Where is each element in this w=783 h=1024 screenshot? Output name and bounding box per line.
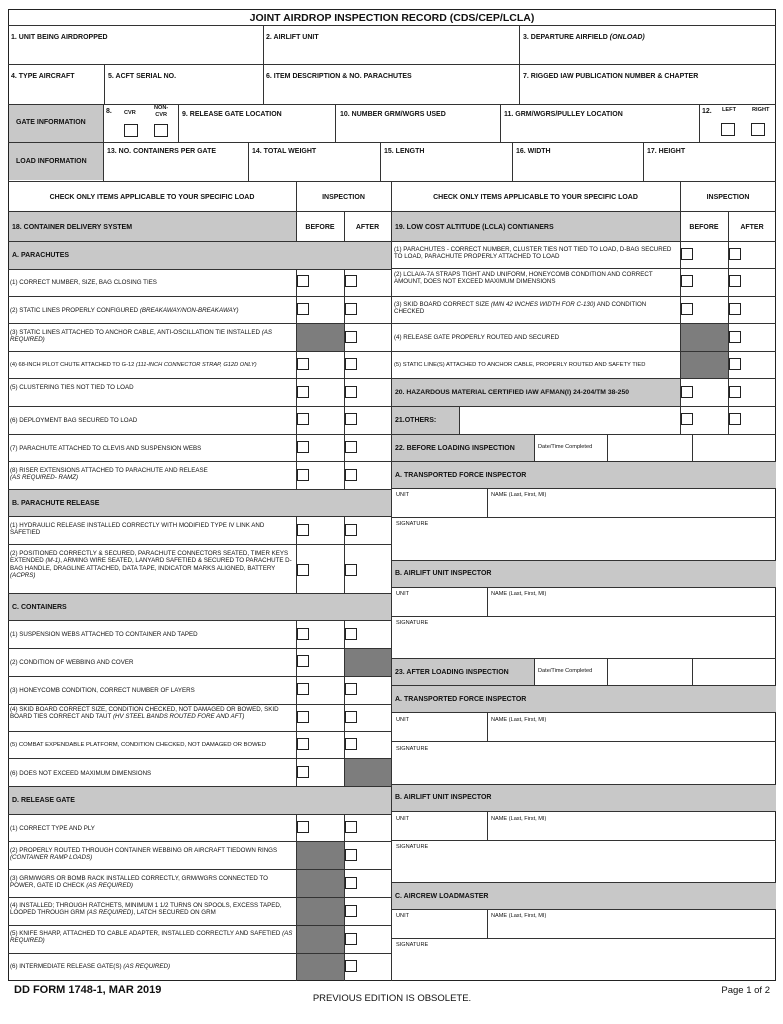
section-b-title: B. PARACHUTE RELEASE	[12, 500, 100, 507]
right-label: RIGHT	[752, 107, 770, 113]
d5-before-shaded	[297, 926, 344, 953]
r2-before[interactable]	[681, 275, 693, 287]
item-d4	[10, 902, 296, 917]
section-21-title: 21.OTHERS:	[395, 417, 437, 424]
b2-after[interactable]	[345, 564, 357, 576]
s22-datetime-label: Date/Time Completed	[538, 444, 593, 450]
b2-text: (2) POSITIONED CORRECTLY & SECURED, PARACHUTE CONNECTORS SEATED, TIMER KEYS EXTENDED	[10, 550, 289, 565]
c1-before[interactable]	[297, 628, 309, 640]
section-18-title: 18. CONTAINER DELIVERY SYSTEM	[12, 224, 133, 231]
item-d2	[10, 847, 294, 862]
section-d-title: D. RELEASE GATE	[12, 797, 75, 804]
item-r5: (5) STATIC LINE(S) ATTACHED TO ANCHOR CABLE, PROPERLY ROUTED AND SAFETY TIED	[394, 362, 646, 368]
a4-text: (4) 68-INCH PILOT CHUTE ATTACHED TO G-12	[10, 362, 135, 368]
a3-after[interactable]	[345, 331, 357, 343]
b2-before[interactable]	[297, 564, 309, 576]
a5-after[interactable]	[345, 386, 357, 398]
unit-airdropped-label: 1. UNIT BEING AIRDROPPED	[11, 34, 108, 41]
c2-before[interactable]	[297, 655, 309, 667]
a6-after[interactable]	[345, 413, 357, 425]
acft-serial-label: 5. ACFT SERIAL NO.	[108, 73, 177, 80]
d3-text: (3) GRM/WGRS OR BOMB RACK INSTALLED CORRECTLY, GRM/WGRS CONNECTED TO POWER, GATE ID CHECK	[10, 875, 268, 890]
a8-before[interactable]	[297, 469, 309, 481]
b1-before[interactable]	[297, 524, 309, 536]
s23-datetime-input[interactable]	[608, 659, 692, 685]
left-label: LEFT	[722, 107, 736, 113]
item-d1: (1) CORRECT TYPE AND PLY	[10, 825, 95, 832]
section-a-title: A. PARACHUTES	[12, 252, 70, 259]
gate-info-label: GATE INFORMATION	[16, 119, 86, 126]
s21-before[interactable]	[681, 413, 693, 425]
s22-au-title: B. AIRLIFT UNIT INSPECTOR	[395, 570, 492, 577]
type-aircraft-label: 4. TYPE AIRCRAFT	[11, 73, 75, 80]
previous-edition-note: PREVIOUS EDITION IS OBSOLETE.	[312, 993, 472, 1004]
c4-note: (HV STEEL BANDS ROUTED FORE AND AFT)	[112, 713, 245, 721]
a4-before[interactable]	[297, 358, 309, 370]
r1-after[interactable]	[729, 248, 741, 260]
section-19-title: 19. LOW COST ALTITUDE (LCLA) CONTIANERS	[395, 224, 554, 231]
c6-after-shaded	[345, 759, 391, 786]
s23-au-signature-label: SIGNATURE	[396, 844, 429, 850]
departure-airfield-label	[523, 33, 645, 42]
d2-before-shaded	[297, 842, 344, 869]
item-r1: (1) PARACHUTES - CORRECT NUMBER, CLUSTER TIES NOT TIED TO LOAD, D-BAG SECURED TO LOAD, PARACHUTE PROPERLY ATTACHED TO LOAD	[394, 246, 672, 261]
field-8-label: 8.	[106, 108, 112, 115]
before-label-right: BEFORE	[689, 224, 719, 231]
s22-au-signature-label: SIGNATURE	[396, 620, 429, 626]
d2-after[interactable]	[345, 849, 357, 861]
a4-after[interactable]	[345, 358, 357, 370]
section-22-title: 22. BEFORE LOADING INSPECTION	[395, 445, 515, 452]
d6-after[interactable]	[345, 960, 357, 972]
c5-after[interactable]	[345, 738, 357, 750]
item-a4	[10, 362, 296, 369]
item-a8	[10, 467, 294, 482]
cvr-checkbox[interactable]	[124, 124, 138, 137]
after-label-right: AFTER	[740, 224, 764, 231]
a2-note: (BREAKAWAY/NON-BREAKAWAY)	[139, 307, 239, 314]
s23-datetime-label: Date/Time Completed	[538, 668, 593, 674]
inspection-left: INSPECTION	[322, 194, 365, 201]
r5-after[interactable]	[729, 358, 741, 370]
release-gate-location-label: 9. RELEASE GATE LOCATION	[182, 111, 282, 118]
form-title: JOINT AIRDROP INSPECTION RECORD (CDS/CEP/LCLA)	[249, 12, 535, 24]
s22-au-name-label: NAME (Last, First, MI)	[491, 591, 547, 597]
d4-note: (AS REQUIRED)	[86, 909, 134, 917]
number-grm-label: 10. NUMBER GRM/WGRS USED	[340, 111, 446, 118]
a6-before[interactable]	[297, 413, 309, 425]
item-a7: (7) PARACHUTE ATTACHED TO CLEVIS AND SUSPENSION WEBS	[10, 445, 202, 452]
d4-after[interactable]	[345, 905, 357, 917]
s23-tf-title: A. TRANSPORTED FORCE INSPECTOR	[395, 696, 527, 703]
a1-before[interactable]	[297, 275, 309, 287]
s23-tf-unit-label: UNIT	[396, 717, 410, 723]
r3-before[interactable]	[681, 303, 693, 315]
s23-cl-unit-label: UNIT	[396, 913, 410, 919]
load-info-label: LOAD INFORMATION	[16, 158, 87, 165]
d3-after[interactable]	[345, 877, 357, 889]
b2-note-2: (ACPRS)	[10, 572, 36, 580]
s22-tf-signature-label: SIGNATURE	[396, 521, 429, 527]
length-label: 15. LENGTH	[384, 148, 425, 155]
d3-before-shaded	[297, 870, 344, 897]
s22-tf-title: A. TRANSPORTED FORCE INSPECTOR	[395, 472, 527, 479]
s23-tf-signature-label: SIGNATURE	[396, 746, 429, 752]
item-a5: (5) CLUSTERING TIES NOT TIED TO LOAD	[10, 384, 134, 391]
c5-before[interactable]	[297, 738, 309, 750]
a2-after[interactable]	[345, 303, 357, 315]
b1-after[interactable]	[345, 524, 357, 536]
c4-before[interactable]	[297, 711, 309, 723]
d2-text: (2) PROPERLY ROUTED THROUGH CONTAINER WEBBING OR AIRCRAFT TIEDOWN RINGS	[10, 847, 278, 854]
item-b1: (1) HYDRAULIC RELEASE INSTALLED CORRECTLY WITH MODIFIED TYPE IV LINK AND SAFETIED	[10, 522, 265, 537]
item-c1: (1) SUSPENSION WEBS ATTACHED TO CONTAINER AND TAPED	[10, 631, 198, 638]
d5-note: (AS REQUIRED)	[10, 930, 293, 945]
r2-after[interactable]	[729, 275, 741, 287]
d2-note: (CONTAINER RAMP LOADS)	[10, 854, 93, 862]
right-checkbox[interactable]	[751, 123, 765, 136]
d6-before-shaded	[297, 954, 344, 980]
item-c4	[10, 706, 294, 721]
inspection-right: INSPECTION	[706, 194, 750, 201]
r4-before-shaded	[681, 324, 728, 351]
a8-note: (AS REQUIRED- RAMZ)	[10, 474, 79, 482]
c6-before[interactable]	[297, 766, 309, 778]
a1-after[interactable]	[345, 275, 357, 287]
s23-cl-name-label: NAME (Last, First, MI)	[491, 913, 547, 919]
others-input[interactable]	[460, 407, 680, 434]
r1-before[interactable]	[681, 248, 693, 260]
item-description-label: 6. ITEM DESCRIPTION & NO. PARACHUTES	[266, 73, 412, 80]
d5-after[interactable]	[345, 933, 357, 945]
r3-note: (MIN 42 INCHES WIDTH FOR C-130)	[490, 301, 596, 308]
item-a1: (1) CORRECT NUMBER, SIZE, BAG CLOSING TIES	[10, 279, 157, 286]
s23-cl-title: C. AIRCREW LOADMASTER	[395, 893, 489, 900]
a3-note: (AS REQUIRED)	[10, 329, 273, 344]
section-20-title: 20. HAZARDOUS MATERIAL CERTIFIED IAW AFMAN(I) 24-204/TM 38-250	[395, 389, 630, 396]
item-c6: (6) DOES NOT EXCEED MAXIMUM DIMENSIONS	[10, 770, 152, 777]
c1-after[interactable]	[345, 628, 357, 640]
r3-after[interactable]	[729, 303, 741, 315]
left-checkbox[interactable]	[721, 123, 735, 136]
s23-au-name-label: NAME (Last, First, MI)	[491, 816, 547, 822]
total-weight-label: 14. TOTAL WEIGHT	[252, 148, 317, 155]
noncvr-checkbox[interactable]	[154, 124, 168, 137]
c4-after[interactable]	[345, 711, 357, 723]
a3-text: (3) STATIC LINES ATTACHED TO ANCHOR CABLE, ANTI-OSCILLATION TIE INSTALLED	[10, 329, 260, 336]
s23-au-title: B. AIRLIFT UNIT INSPECTOR	[395, 794, 492, 801]
s23-au-unit-label: UNIT	[396, 816, 410, 822]
b2-note: (M-1)	[45, 557, 61, 565]
cvr-label: CVR	[124, 110, 136, 116]
height-label: 17. HEIGHT	[647, 148, 686, 155]
s20-before[interactable]	[681, 386, 693, 398]
item-c2: (2) CONDITION OF WEBBING AND COVER	[10, 659, 134, 666]
s23-cl-signature-label: SIGNATURE	[396, 942, 429, 948]
page-number: Page 1 of 2	[721, 985, 770, 996]
a2-text: (2) STATIC LINES PROPERLY CONFIGURED	[10, 307, 139, 314]
r3-text: (3) SKID BOARD CORRECT SIZE	[394, 301, 490, 308]
section-c-title: C. CONTAINERS	[12, 604, 67, 611]
field-12-label: 12.	[702, 108, 712, 115]
d4-text: (4) INSTALLED; THROUGH RATCHETS, MINIMUM 1 1/2 TURNS ON SPOOLS, EXCESS TAPED, LOOPED THROUGH GRM	[10, 902, 282, 917]
after-label-left: AFTER	[355, 224, 380, 231]
d4-text-cont: , LATCH SECURED ON GRM	[133, 909, 216, 917]
a3-before-shaded	[297, 324, 344, 351]
d6-note: (AS REQUIRED)	[123, 963, 171, 970]
d4-before-shaded	[297, 898, 344, 925]
a5-before[interactable]	[297, 386, 309, 398]
item-a3	[10, 329, 292, 344]
item-d6	[10, 963, 294, 970]
containers-per-gate-label: 13. NO. CONTAINERS PER GATE	[107, 148, 217, 155]
item-r2: (2) LCLA/A-7A STRAPS TIGHT AND UNIFORM, HONEYCOMB CONDITION AND CORRECT AMOUNT, DOES NOT EXCEED MAXIMUM DIMENSIONS	[394, 271, 653, 286]
a8-text: (8) RISER EXTENSIONS ATTACHED TO PARACHUTE AND RELEASE	[10, 467, 208, 474]
s23-tf-name-label: NAME (Last, First, MI)	[491, 717, 547, 723]
d5-text: (5) KNIFE SHARP, ATTACHED TO CABLE ADAPTER, INSTALLED CORRECTLY AND SAFETIED	[10, 930, 281, 937]
width-label: 16. WIDTH	[516, 148, 551, 155]
r3-text-cont: AND CONDITION CHECKED	[394, 301, 647, 316]
d1-after[interactable]	[345, 821, 357, 833]
item-a6: (6) DEPLOYMENT BAG SECURED TO LOAD	[10, 417, 138, 424]
c3-after[interactable]	[345, 683, 357, 695]
a8-after[interactable]	[345, 469, 357, 481]
b2-text-cont: , ARMING WIRE SEATED, LANYARD SAFETIED & SECURED TO PARACHUTE D-BAG HANDLE, DRAGLINE ATTACHED, DATA TAPE, INDICATOR MARKS ALIGNED, BATTERY	[10, 557, 292, 572]
r5-before-shaded	[681, 352, 728, 378]
s21-after[interactable]	[729, 413, 741, 425]
item-d5	[10, 930, 294, 945]
item-b2	[10, 550, 292, 580]
item-c3: (3) HONEYCOMB CONDITION, CORRECT NUMBER OF LAYERS	[10, 687, 195, 694]
rigged-publication-label: 7. RIGGED IAW PUBLICATION NUMBER & CHAPTER	[523, 73, 699, 80]
item-c5: (5) COMBAT EXPENDABLE PLATFORM, CONDITION CHECKED, NOT DAMAGED OR BOWED	[10, 742, 266, 748]
form-number: DD FORM 1748-1, MAR 2019	[14, 984, 162, 996]
a2-before[interactable]	[297, 303, 309, 315]
check-only-right: CHECK ONLY ITEMS APPLICABLE TO YOUR SPECIFIC LOAD	[433, 194, 638, 201]
airlift-unit-label: 2. AIRLIFT UNIT	[266, 34, 319, 41]
item-d3	[10, 875, 294, 890]
d1-before[interactable]	[297, 821, 309, 833]
item-a2	[10, 307, 294, 314]
s22-datetime-input[interactable]	[608, 435, 692, 461]
a4-note: (111-INCH CONNECTOR STRAP, G12D ONLY)	[135, 362, 257, 368]
before-label-left: BEFORE	[305, 224, 335, 231]
onload-note: (ONLOAD)	[609, 34, 645, 41]
r4-after[interactable]	[729, 331, 741, 343]
a7-after[interactable]	[345, 441, 357, 453]
item-r3	[394, 301, 678, 316]
a7-before[interactable]	[297, 441, 309, 453]
check-only-left: CHECK ONLY ITEMS APPLICABLE TO YOUR SPECIFIC LOAD	[49, 194, 255, 201]
s22-tf-unit-label: UNIT	[396, 492, 410, 498]
grm-location-label: 11. GRM/WGRS/PULLEY LOCATION	[504, 111, 623, 118]
departure-airfield-text: 3. DEPARTURE AIRFIELD	[523, 34, 608, 41]
c2-after-shaded	[345, 649, 391, 676]
c4-text: (4) SKID BOARD CORRECT SIZE, CONDITION CHECKED, NOT DAMAGED OR BOWED, SKID BOARD TIES CORRECT AND TAUT	[10, 706, 279, 721]
noncvr-label: NON- CVR	[154, 105, 169, 118]
section-23-title: 23. AFTER LOADING INSPECTION	[395, 669, 509, 676]
s22-tf-name-label: NAME (Last, First, MI)	[491, 492, 547, 498]
c3-before[interactable]	[297, 683, 309, 695]
s20-after[interactable]	[729, 386, 741, 398]
d6-text: (6) INTERMEDIATE RELEASE GATE(S)	[10, 963, 122, 970]
item-r4: (4) RELEASE GATE PROPERLY ROUTED AND SECURED	[394, 334, 560, 341]
s22-au-unit-label: UNIT	[396, 591, 410, 597]
d3-note: (AS REQUIRED)	[86, 882, 133, 890]
